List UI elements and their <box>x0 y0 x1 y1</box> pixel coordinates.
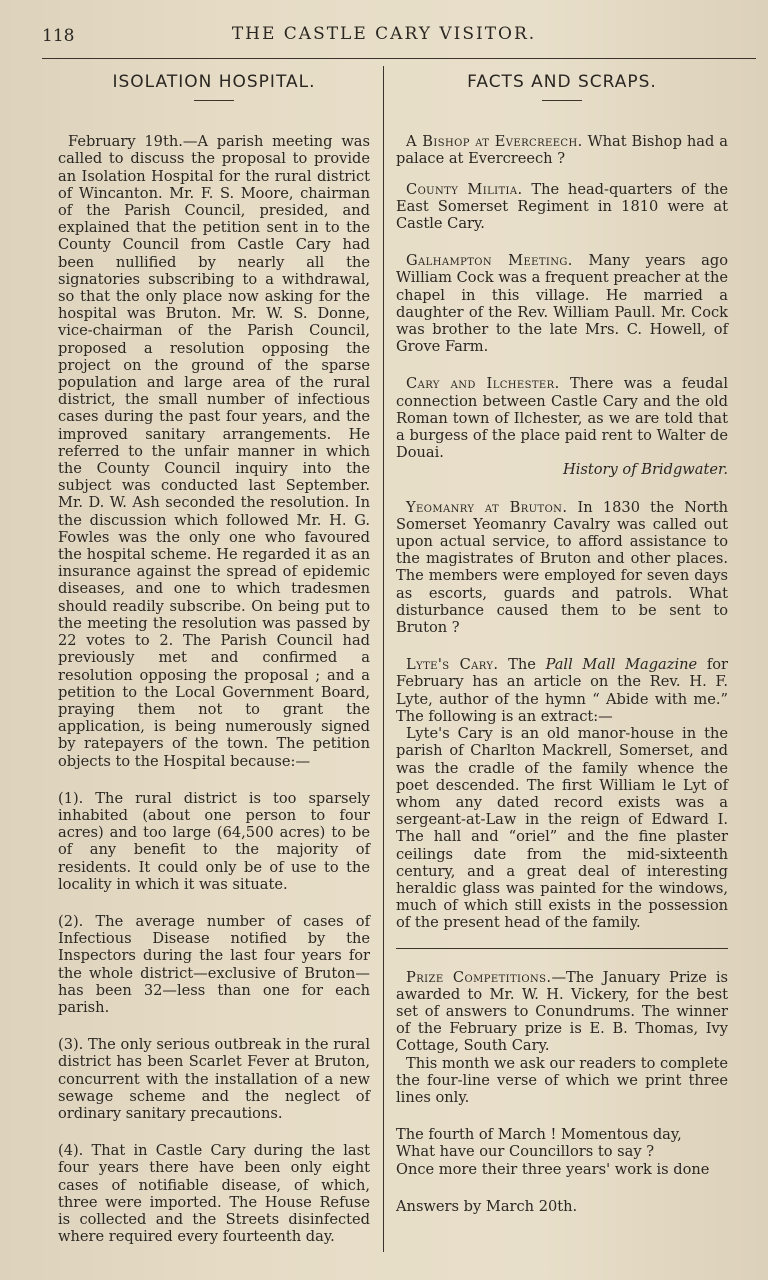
magazine-title: Pall Mall Magazine <box>545 656 698 674</box>
objection-1: (1). The rural district is too sparsely inhabited (about one person to four acres) and too large (64,500 acres) to be of any benefit to the majority of residents. It could only be of use to the locality in which it was situate. <box>58 789 370 893</box>
meeting-report-paragraph: February 19th.—A parish meeting was called to discuss the proposal to provide an Isolation Hospital for the rural district of Wincanton. Mr. F. S. Moore, chairman of the Parish Council, presided, and explained that the petition sent in to the County Council from Castle Cary had been nullified by nearly all the signatories subscribing to a withdrawal, so that the only place now asking for the hospital was Bruton. Mr. W. S. Donne, vice-chairman of the Parish Council, proposed a resolution opposing the project on the ground of the sparse population and large area of the rural district, the small number of infectious cases during the past four years, and the improved sanitary arrangements. He referred to the unfair manner in which the County Council inquiry into the subject was conducted last September. Mr. D. W. Ash seconded the resolution. In the discussion which followed Mr. H. G. Fowles was the only one who favoured the hospital scheme. He regarded it as an insurance against the spread of epidemic diseases, and one to which tradesmen should readily subscribe. On being put to the meeting the resolution was passed by 22 votes to 2. The Parish Council had previously met and confirmed a resolution opposing the proposal ; and a petition to the Local Government Board, praying them not to grant the application, is being numerously signed by ratepayers of the town. The petition objects to the Hospital because:— <box>58 133 370 770</box>
objection-4: (4). That in Castle Cary during the last four years there have been only eight cases of notifiable disease, of which, three were imported. The House Refuse is collected and the Streets disinfected where required every fourteenth day. <box>58 1142 370 1246</box>
scrap-text: —The January Prize is awarded to Mr. W. H. Vickery, for the best set of answers to Conundrums. The winner of the February prize is E. B. Thomas, Ivy Cottage, South Cary. <box>396 968 728 1055</box>
right-column <box>396 68 728 1215</box>
scrap-title: Yeomanry at Bruton. <box>406 498 568 516</box>
verse-line: The fourth of March ! Momentous day, <box>396 1126 682 1144</box>
lytes-cary-extract: Lyte's Cary is an old manor-house in the parish of Charlton Mackrell, Somerset, and was the cradle of the family whence the poet descended. The first William le Lyt of whom any dated record exists was a sergeant-at-Law in the reign of Edward I. The hall and “oriel” and the fine plaster ceilings date from the mid-sixteenth century, and a great deal of interesting heraldic glass was painted for the windows, much of which still exists in the possession of the present head of the family. <box>396 725 728 932</box>
scrap-text: for February has an article on the Rev. H. F. Lyte, author of the hymn “ Abide with me.” The following is an extract:— <box>396 656 728 725</box>
scrap-title: Galhampton Meeting. <box>406 252 573 270</box>
section-rule <box>396 948 728 949</box>
verse-line: What have our Councillors to say ? <box>396 1143 655 1161</box>
scrap-title: A Bishop at Evercreech. <box>406 133 583 151</box>
prize-announcement <box>396 969 728 1055</box>
page-number: 118 <box>42 26 75 46</box>
scrap-text: What Bishop had a palace at Evercreech ? <box>396 133 728 168</box>
competition-instructions: This month we ask our readers to complete the four-line verse of which we print three lines only. <box>396 1054 728 1106</box>
left-column <box>58 68 370 1245</box>
lytes-cary-item <box>396 656 728 725</box>
scrap-text: Many years ago William Cock was a frequent preacher at the chapel in this village. He married a daughter of the Rev. William Paull. Mr. Cock was brother to the late Mrs. C. Howell, of Grove Farm. <box>396 252 728 356</box>
scrap-text: The head-quarters of the East Somerset Regiment in 1810 were at Castle Cary. <box>396 180 728 233</box>
scrap-item <box>396 252 728 355</box>
scrap-item <box>396 375 728 461</box>
facts-and-scraps-heading: FACTS AND SCRAPS. <box>467 72 657 92</box>
scrap-text: In 1830 the North Somerset Yeomanry Cavalry was called out upon actual service, to afford assistance to the magistrates of Bruton and other places. The members were employed for seven days as escorts, guards and patrols. What disturbance caused them to be sent to Bruton ? <box>396 498 729 637</box>
scrap-title: Prize Competitions. <box>406 968 552 986</box>
verse-block <box>396 1126 728 1178</box>
scrap-item <box>396 499 728 637</box>
journal-title: THE CASTLE CARY VISITOR. <box>231 24 537 44</box>
header-rule <box>42 58 756 59</box>
scrap-item <box>396 133 728 167</box>
source-citation: History of Bridgwater. <box>563 461 728 479</box>
objection-3: (3). The only serious outbreak in the rural district has been Scarlet Fever at Bruton, concurrent with the installation of a new sewage scheme and the neglect of ordinary sanitary precautions. <box>58 1036 370 1122</box>
answers-deadline: Answers by March 20th. <box>396 1197 578 1215</box>
scrap-title: Cary and Ilchester. <box>406 375 560 393</box>
scrap-item <box>396 181 728 233</box>
scrap-title: Lyte's Cary. <box>406 656 499 674</box>
objection-2: (2). The average number of cases of Infectious Disease notified by the Inspectors during the last four years for the whole district—exclusive of Bruton—has been 32—less than one for each parish. <box>58 912 370 1016</box>
heading-rule <box>194 100 234 101</box>
isolation-hospital-heading: ISOLATION HOSPITAL. <box>112 72 316 92</box>
scrap-title: County Militia. <box>406 180 523 198</box>
scrap-text: The <box>498 656 546 674</box>
verse-line: Once more their three years' work is done <box>396 1160 710 1178</box>
column-divider <box>383 66 384 1252</box>
heading-rule <box>542 100 582 101</box>
scrap-text: There was a feudal connection between Castle Cary and the old Roman town of Ilchester, as we are told that a burgess of the place paid rent to Walter de Douai. <box>396 375 728 462</box>
